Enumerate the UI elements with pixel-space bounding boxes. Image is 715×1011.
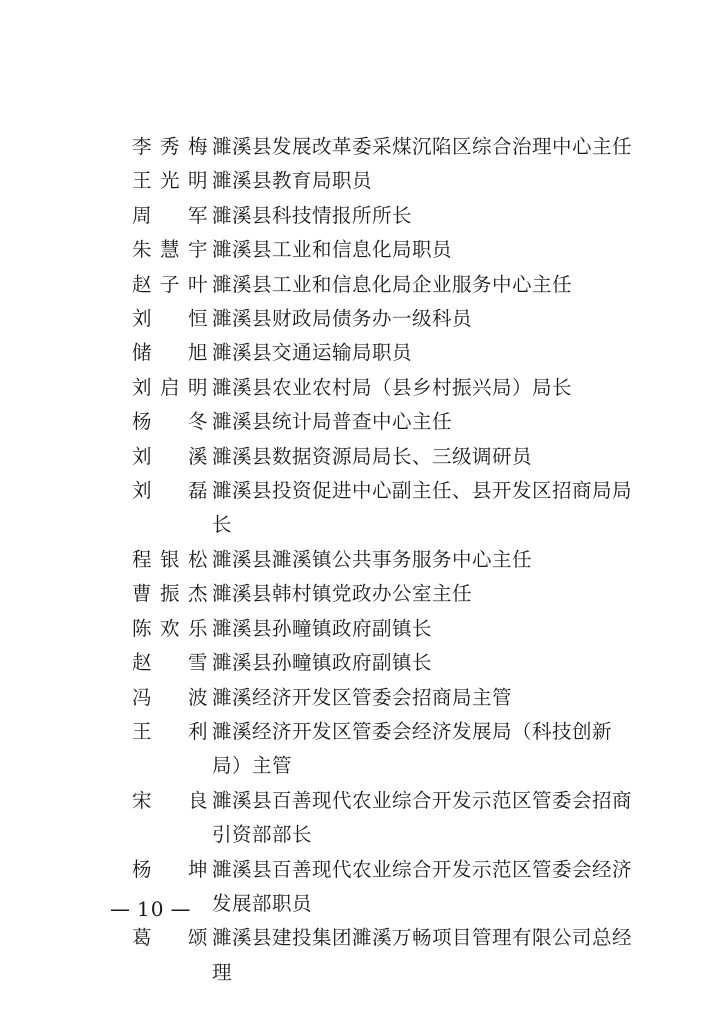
list-item [132,612,632,646]
person-title: 濉溪县百善现代农业综合开发示范区管委会经济发展部职员 [212,857,633,915]
footer-dash-left: — [110,897,131,921]
list-item [132,336,632,370]
person-title: 濉溪县统计局普查中心主任 [212,410,453,434]
person-name: 宋 良 [132,788,208,812]
list-item [132,543,632,577]
list-item [132,784,632,853]
person-name: 杨 坤 [132,857,208,881]
list-item [132,302,632,336]
page-number: 10 [137,897,165,921]
person-title: 濉溪县百善现代农业综合开发示范区管委会招商引资部部长 [212,788,633,847]
person-name: 刘 磊 [132,479,208,503]
list-item [132,646,632,680]
person-title: 濉溪县农业农村局（县乡村振兴局）局长 [212,375,573,399]
person-name: 储 旭 [132,341,208,365]
list-item [132,199,632,233]
list-item [132,371,632,405]
person-name: 程银松 [132,547,208,571]
person-name: 赵 雪 [132,651,208,675]
person-title: 濉溪县孙疃镇政府副镇长 [212,616,433,640]
person-name: 刘 溪 [132,444,208,468]
person-title: 濉溪县投资促进中心副主任、县开发区招商局局长 [212,479,633,537]
list-item [132,921,632,990]
footer-dash-right: — [170,897,192,921]
list-item [132,130,632,164]
person-name: 杨 冬 [132,410,208,434]
person-name: 王光明 [132,169,208,193]
page-footer [110,897,191,921]
list-item [132,268,632,302]
person-title: 濉溪县教育局职员 [212,169,373,193]
person-title: 濉溪县工业和信息化局企业服务中心主任 [212,272,573,296]
list-item [132,577,632,611]
list-item [132,440,632,474]
person-name: 赵子叶 [132,272,208,296]
person-title: 濉溪县科技情报所所长 [212,203,413,227]
person-name: 曹振杰 [132,582,208,606]
list-item [132,233,632,267]
person-title: 濉溪县财政局债务办一级科员 [212,307,473,331]
list-item [132,405,632,439]
list-item [132,853,632,922]
list-item [132,681,632,715]
person-title: 濉溪县建投集团濉溪万畅项目管理有限公司总经理 [212,926,633,984]
person-title: 濉溪县交通运输局职员 [212,341,413,365]
person-title: 濉溪县数据资源局局长、三级调研员 [212,444,533,468]
person-title: 濉溪经济开发区管委会招商局主管 [212,685,513,709]
person-title: 濉溪县孙疃镇政府副镇长 [212,651,433,675]
person-title: 濉溪县工业和信息化局职员 [212,238,453,262]
person-title: 濉溪县濉溪镇公共事务服务中心主任 [212,547,533,571]
person-title: 濉溪县发展改革委采煤沉陷区综合治理中心主任 [212,135,633,158]
person-title: 濉溪县韩村镇党政办公室主任 [212,582,473,606]
person-name: 刘启明 [132,375,208,399]
list-item [132,715,632,784]
person-name: 刘 恒 [132,307,208,331]
list-item [132,474,632,543]
person-name: 冯 波 [132,685,208,709]
person-name: 李秀梅 [132,135,208,158]
person-name: 朱慧宇 [132,238,208,262]
person-name: 葛 颂 [132,926,208,950]
list-item [132,164,632,198]
person-name: 陈欢乐 [132,616,208,640]
person-name: 王 利 [132,719,208,743]
personnel-list [132,130,632,990]
person-name: 周 军 [132,203,208,227]
person-title: 濉溪经济开发区管委会经济发展局（科技创新局）主管 [212,719,613,778]
